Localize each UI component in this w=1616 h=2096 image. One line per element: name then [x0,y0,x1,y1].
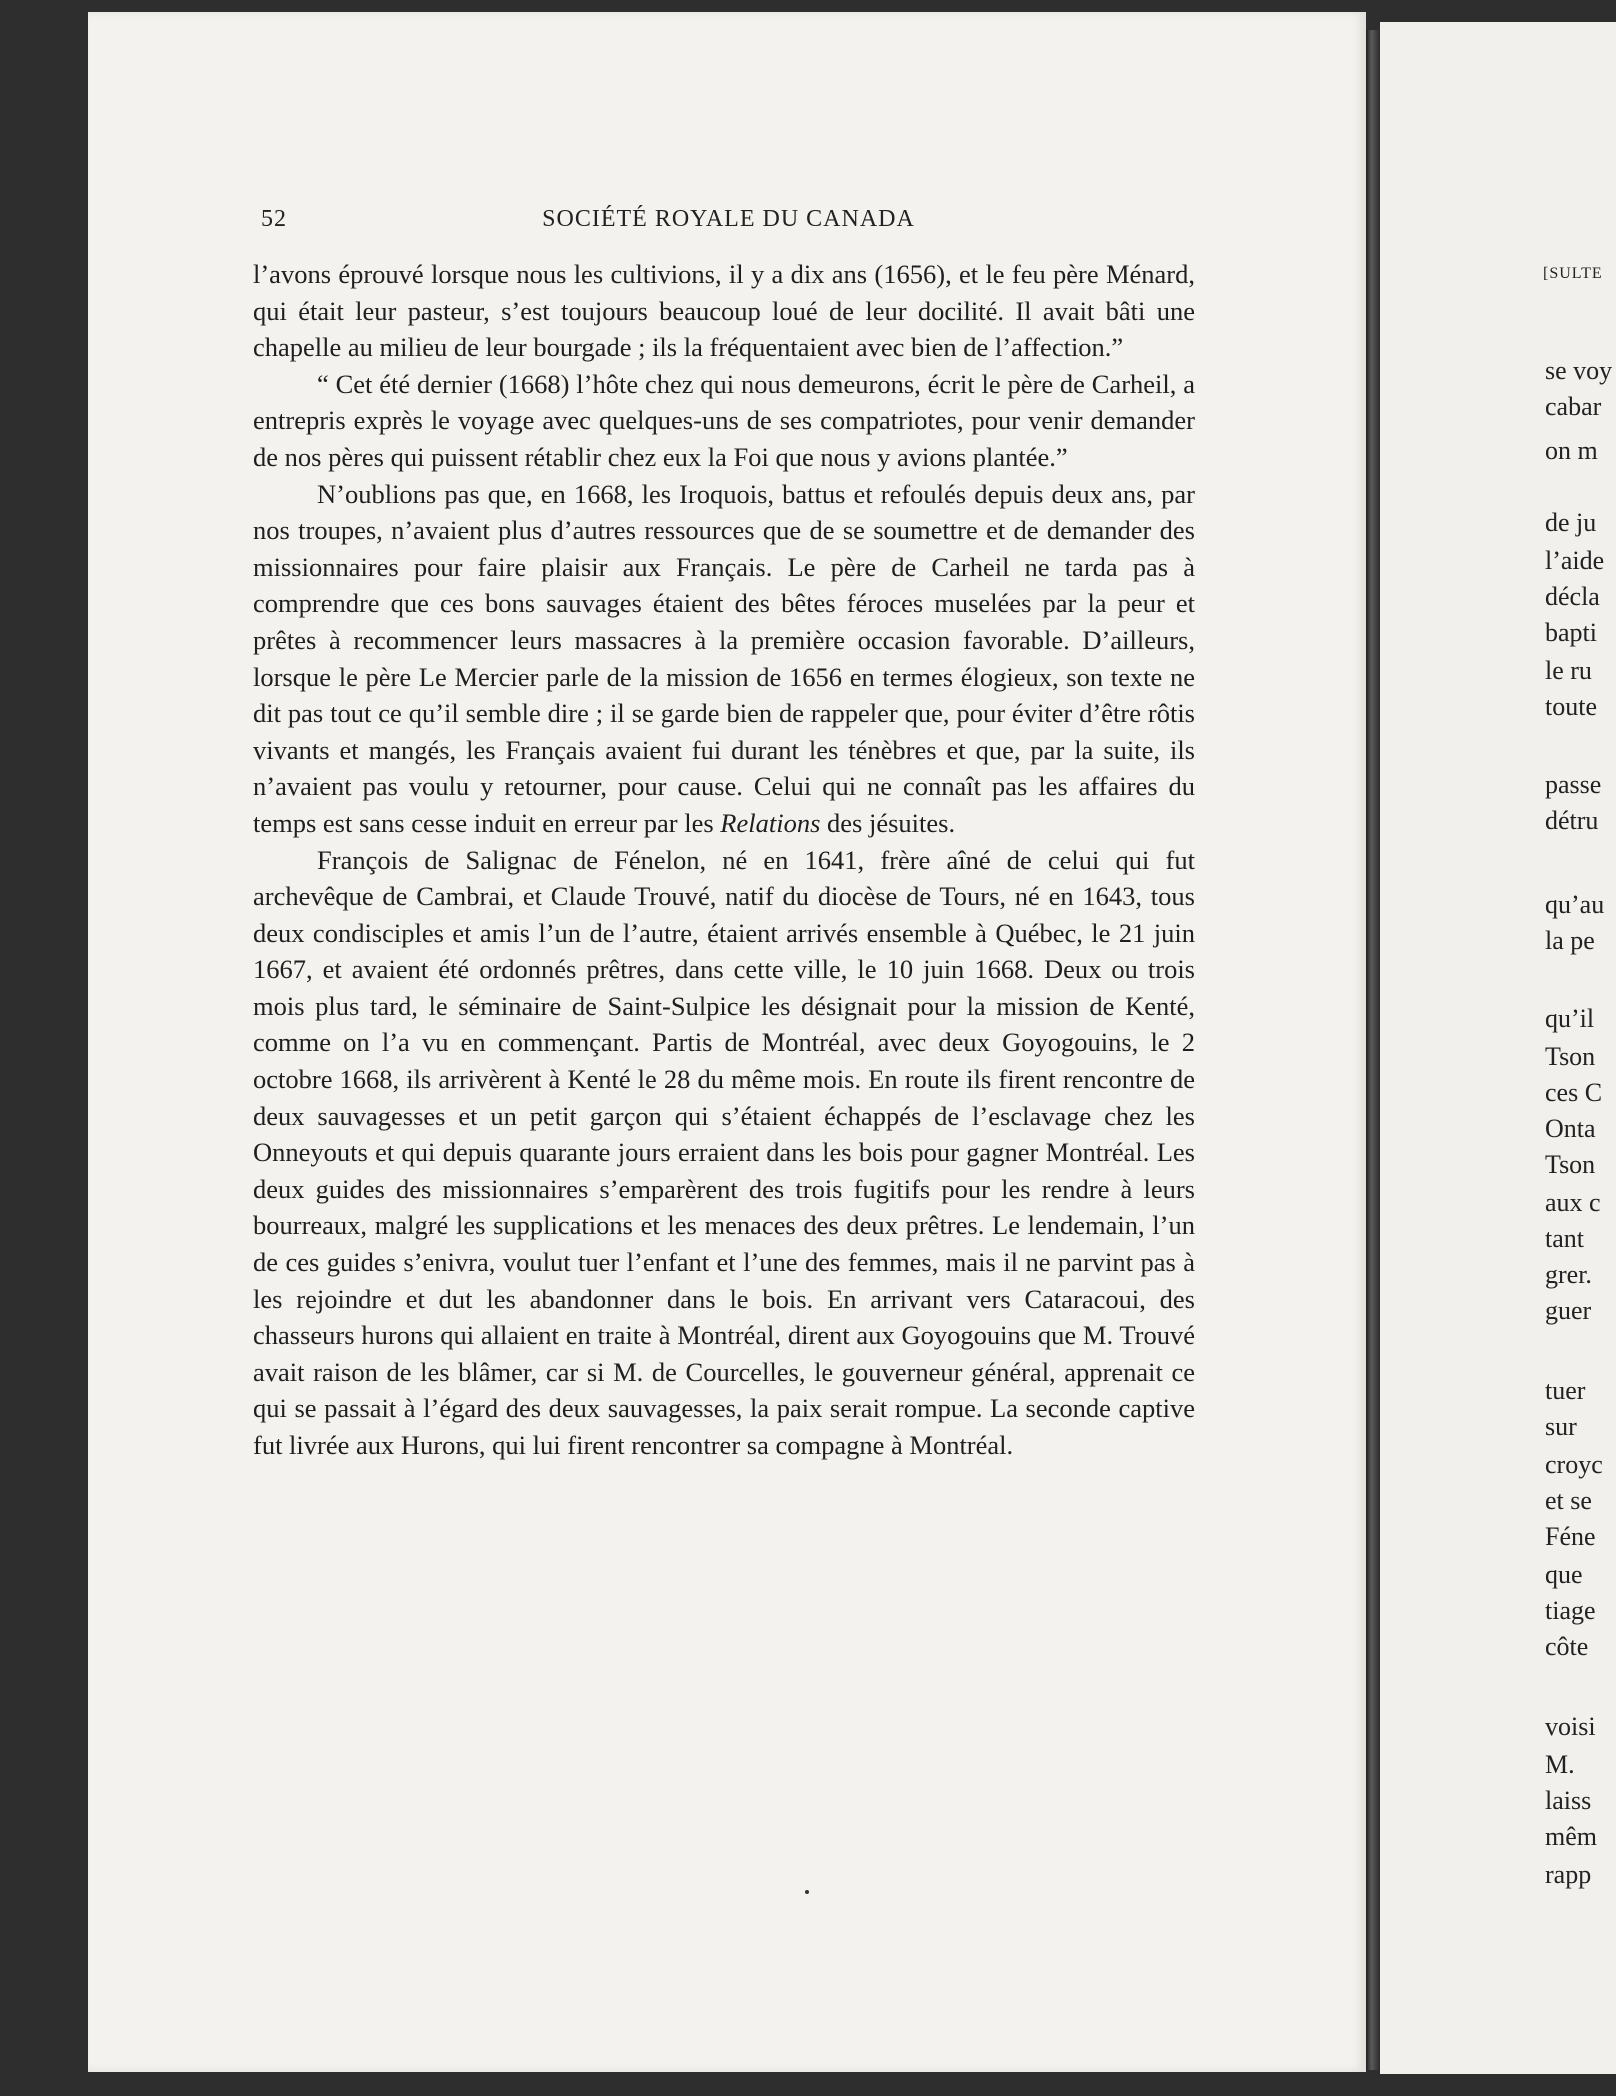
right-page-line: côte [1545,1632,1589,1661]
right-page-line: le ru [1545,656,1592,685]
right-page-line: l’aide [1545,546,1605,575]
right-page-line: voisi [1545,1712,1596,1741]
right-page-line: Onta [1545,1114,1596,1143]
right-page-line: toute [1545,692,1597,721]
right-page-line: grer. [1545,1260,1592,1289]
right-page-line: mêm [1545,1822,1597,1851]
paragraph: François de Salignac de Fénelon, né en 1641, frère aîné de celui qui fut archevêque de Cambrai, et Claude Trouvé, natif du diocèse de Tours, né en 1643, tous deux condisciples et amis l’un de l’autre, étaient arrivés ensemble à Québec, le 21 juin 1667, et avaient été ordonnés prêtres, dans cette ville, le 10 juin 1668. Deux ou trois mois plus tard, le séminaire de Saint-Sulpice les désignait pour la mission de Kenté, comme on l’a vu en commençant. Partis de Montréal, avec deux Goyogouins, le 2 octobre 1668, ils arrivèrent à Kenté le 28 du même mois. En route ils firent rencontre de deux sauvagesses et un petit garçon qui s’étaient échappés de l’esclavage chez les Onneyouts et qui depuis quarante jours erraient dans les bois pour gagner Montréal. Les deux guides des missionnaires s’emparèrent des trois fugitifs pour les rendre à leurs bourreaux, malgré les supplications et les menaces des deux prêtres. Le lendemain, l’un de ces guides s’enivra, voulut tuer l’enfant et l’une des femmes, mais il ne parvint pas à les rejoindre et dut les abandonner dans le bois. En arrivant vers Cataracoui, des chasseurs hurons qui allaient en traite à Montréal, dirent aux Goyogouins que M. Trouvé avait raison de les blâmer, car si M. de Courcelles, le gouverneur général, apprenait ce qui se passait à l’égard des deux sauvagesses, la paix serait rompue. La seconde captive fut livrée aux Hurons, qui lui firent rencontrer sa compagne à Montréal. [253,844,1195,1460]
right-page-line: cabar [1545,392,1602,421]
right-page-line: que [1545,1560,1583,1589]
paragraph-text: des jésuites. [820,807,956,838]
right-page-line: qu’au [1545,890,1605,919]
right-page-header: [SULTE [1543,265,1603,282]
right-page-line: Tson [1545,1042,1596,1071]
right-page-line: qu’il [1545,1004,1595,1033]
right-page-line: passe [1545,770,1602,799]
right-page-line: décla [1545,582,1600,611]
print-speck [805,1890,809,1894]
right-page-line: la pe [1545,926,1595,955]
right-page-line: de ju [1545,508,1597,537]
right-page-line: tiage [1545,1596,1596,1625]
right-page-line: Tson [1545,1150,1596,1179]
right-page-line: rapp [1545,1860,1592,1889]
right-page-line: se voy [1545,356,1613,385]
right-page-line: sur [1545,1412,1577,1441]
right-page-line: et se [1545,1486,1592,1515]
body-text [253,256,1195,1464]
right-page-line: aux c [1545,1188,1601,1217]
right-page-line: M. [1545,1750,1575,1779]
paragraph: “ Cet été dernier (1668) l’hôte chez qui nous demeurons, écrit le père de Carheil, a entrepris exprès le voyage avec quelques-uns de ses compatriotes, pour venir demander de nos pères qui puissent rétablir chez eux la Foi que nous y avions plantée.” [253,368,1195,472]
right-page [1380,22,1616,2074]
italic-title: Relations [720,807,821,838]
book-gutter [1366,30,1380,2070]
right-page-line: détru [1545,806,1599,835]
right-page-line: laiss [1545,1786,1592,1815]
page-header [261,206,1196,246]
right-page-line: croyc [1545,1450,1603,1479]
right-page-line: tant [1545,1224,1584,1253]
paragraph-text: N’oublions pas que, en 1668, les Iroquois, battus et refoulés depuis deux ans, par nos troupes, n’avaient plus d’autres ressources que de se soumettre et de demander des missionnaires pour faire plaisir aux Français. Le père de Carheil ne tarda pas à comprendre que ces bons sauvages étaient des bêtes féroces muselées par la peur et prêtes à recommencer leurs massacres à la première occasion favorable. D’ailleurs, lorsque le père Le Mercier parle de la mission de 1656 en termes élogieux, son texte ne dit pas tout ce qu’il semble dire ; il se garde bien de rappeler que, pour éviter d’être rôtis vivants et mangés, les Français avaient fui durant les ténèbres et que, par la suite, ils n’avaient pas voulu y retourner, pour cause. Celui qui ne connaît pas les affaires du temps est sans cesse induit en erreur par les [253,478,1195,838]
paragraph [253,476,1195,842]
right-page-line: guer [1545,1296,1592,1325]
page-number: 52 [261,206,287,232]
right-page-line: bapti [1545,618,1597,647]
right-page-line: ces C [1545,1078,1603,1107]
paragraph: l’avons éprouvé lorsque nous les cultivions, il y a dix ans (1656), et le feu père Ménard, qui était leur pasteur, s’est toujours beaucoup loué de leur docilité. Il avait bâti une chapelle au milieu de leur bourgade ; ils la fréquentaient avec bien de l’affection.” [253,259,1195,363]
right-page-line: Féne [1545,1522,1596,1551]
running-head: SOCIÉTÉ ROYALE DU CANADA [542,206,915,232]
right-page-line: tuer [1545,1376,1586,1405]
right-page-line: on m [1545,436,1598,465]
